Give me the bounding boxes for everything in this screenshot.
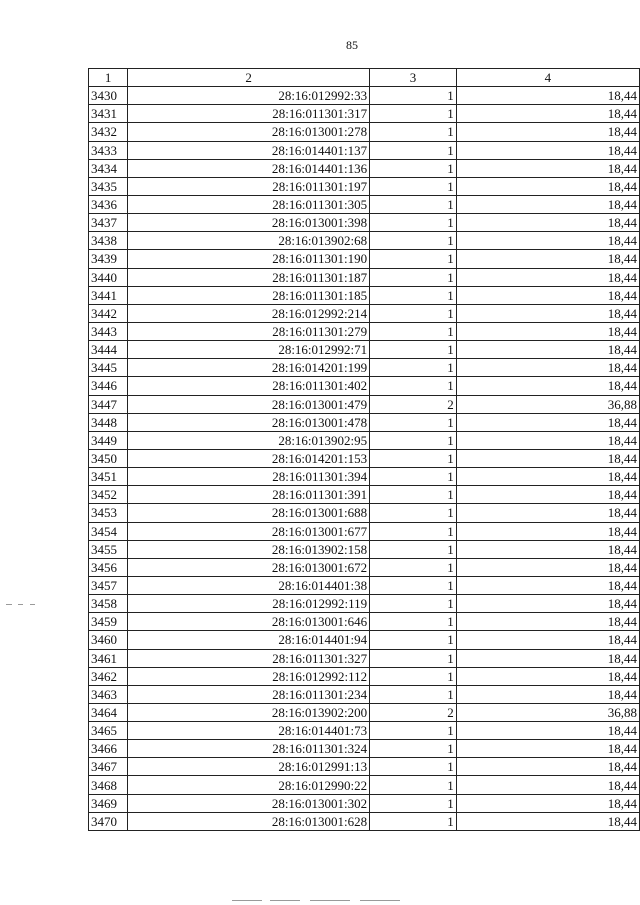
row-number-cell: 3445	[89, 359, 128, 377]
cadastral-number-cell: 28:16:011301:305	[128, 195, 370, 213]
table-row	[89, 359, 640, 377]
amount-cell: 18,44	[456, 595, 639, 613]
cadastral-number-cell: 28:16:011301:394	[128, 468, 370, 486]
quantity-cell: 1	[370, 159, 457, 177]
registry-table	[88, 68, 640, 831]
quantity-cell: 1	[370, 123, 457, 141]
table-row	[89, 468, 640, 486]
row-number-cell: 3451	[89, 468, 128, 486]
row-number-cell: 3444	[89, 341, 128, 359]
quantity-cell: 1	[370, 105, 457, 123]
cadastral-number-cell: 28:16:011301:197	[128, 177, 370, 195]
table-body	[89, 87, 640, 831]
cadastral-number-cell: 28:16:013902:95	[128, 431, 370, 449]
quantity-cell: 1	[370, 87, 457, 105]
quantity-cell: 1	[370, 377, 457, 395]
row-number-cell: 3465	[89, 722, 128, 740]
cadastral-number-cell: 28:16:013001:628	[128, 812, 370, 830]
cadastral-number-cell: 28:16:014401:38	[128, 576, 370, 594]
row-number-cell: 3457	[89, 576, 128, 594]
quantity-cell: 1	[370, 595, 457, 613]
row-number-cell: 3466	[89, 740, 128, 758]
table-row	[89, 141, 640, 159]
amount-cell: 18,44	[456, 776, 639, 794]
amount-cell: 18,44	[456, 758, 639, 776]
row-number-cell: 3454	[89, 522, 128, 540]
scan-artifact	[30, 604, 35, 605]
row-number-cell: 3464	[89, 703, 128, 721]
amount-cell: 18,44	[456, 631, 639, 649]
table-row	[89, 794, 640, 812]
row-number-cell: 3469	[89, 794, 128, 812]
table-row	[89, 486, 640, 504]
quantity-cell: 1	[370, 341, 457, 359]
cadastral-number-cell: 28:16:013001:398	[128, 214, 370, 232]
quantity-cell: 1	[370, 195, 457, 213]
table-row	[89, 667, 640, 685]
row-number-cell: 3455	[89, 540, 128, 558]
amount-cell: 18,44	[456, 341, 639, 359]
cadastral-number-cell: 28:16:012992:119	[128, 595, 370, 613]
amount-cell: 18,44	[456, 576, 639, 594]
cadastral-number-cell: 28:16:013001:646	[128, 613, 370, 631]
row-number-cell: 3449	[89, 431, 128, 449]
row-number-cell: 3468	[89, 776, 128, 794]
row-number-cell: 3462	[89, 667, 128, 685]
cadastral-number-cell: 28:16:013902:68	[128, 232, 370, 250]
quantity-cell: 1	[370, 504, 457, 522]
table-row	[89, 159, 640, 177]
cadastral-number-cell: 28:16:011301:185	[128, 286, 370, 304]
table-row	[89, 685, 640, 703]
row-number-cell: 3460	[89, 631, 128, 649]
table-row	[89, 286, 640, 304]
row-number-cell: 3439	[89, 250, 128, 268]
table-row	[89, 413, 640, 431]
amount-cell: 18,44	[456, 649, 639, 667]
amount-cell: 18,44	[456, 449, 639, 467]
cadastral-number-cell: 28:16:011301:279	[128, 322, 370, 340]
cadastral-number-cell: 28:16:014201:153	[128, 449, 370, 467]
quantity-cell: 1	[370, 685, 457, 703]
table-row	[89, 758, 640, 776]
amount-cell: 18,44	[456, 794, 639, 812]
table-row	[89, 341, 640, 359]
page-number: 85	[346, 38, 358, 52]
table-row	[89, 431, 640, 449]
cadastral-number-cell: 28:16:012992:214	[128, 304, 370, 322]
table-row	[89, 177, 640, 195]
row-number-cell: 3448	[89, 413, 128, 431]
quantity-cell: 1	[370, 322, 457, 340]
scan-artifact	[232, 900, 262, 901]
amount-cell: 18,44	[456, 740, 639, 758]
table-row	[89, 576, 640, 594]
quantity-cell: 1	[370, 558, 457, 576]
scan-artifact	[18, 604, 23, 605]
cadastral-number-cell: 28:16:012992:33	[128, 87, 370, 105]
quantity-cell: 2	[370, 395, 457, 413]
row-number-cell: 3467	[89, 758, 128, 776]
row-number-cell: 3456	[89, 558, 128, 576]
row-number-cell: 3440	[89, 268, 128, 286]
amount-cell: 18,44	[456, 87, 639, 105]
table-row	[89, 812, 640, 830]
quantity-cell: 1	[370, 431, 457, 449]
row-number-cell: 3436	[89, 195, 128, 213]
cadastral-number-cell: 28:16:011301:327	[128, 649, 370, 667]
amount-cell: 36,88	[456, 703, 639, 721]
table-row	[89, 522, 640, 540]
cadastral-number-cell: 28:16:012991:13	[128, 758, 370, 776]
amount-cell: 18,44	[456, 286, 639, 304]
row-number-cell: 3442	[89, 304, 128, 322]
amount-cell: 18,44	[456, 105, 639, 123]
amount-cell: 18,44	[456, 214, 639, 232]
cadastral-number-cell: 28:16:014401:73	[128, 722, 370, 740]
column-header-4: 4	[456, 69, 639, 87]
table-row	[89, 631, 640, 649]
amount-cell: 18,44	[456, 722, 639, 740]
amount-cell: 18,44	[456, 613, 639, 631]
quantity-cell: 1	[370, 613, 457, 631]
cadastral-number-cell: 28:16:014401:94	[128, 631, 370, 649]
cadastral-number-cell: 28:16:012992:112	[128, 667, 370, 685]
amount-cell: 18,44	[456, 431, 639, 449]
cadastral-number-cell: 28:16:011301:317	[128, 105, 370, 123]
amount-cell: 18,44	[456, 195, 639, 213]
amount-cell: 18,44	[456, 268, 639, 286]
row-number-cell: 3446	[89, 377, 128, 395]
amount-cell: 18,44	[456, 486, 639, 504]
quantity-cell: 1	[370, 486, 457, 504]
cadastral-number-cell: 28:16:013001:278	[128, 123, 370, 141]
row-number-cell: 3452	[89, 486, 128, 504]
amount-cell: 18,44	[456, 413, 639, 431]
table-row	[89, 195, 640, 213]
cadastral-number-cell: 28:16:013902:158	[128, 540, 370, 558]
scan-artifact	[310, 900, 350, 901]
table-row	[89, 123, 640, 141]
quantity-cell: 1	[370, 576, 457, 594]
quantity-cell: 1	[370, 177, 457, 195]
amount-cell: 18,44	[456, 377, 639, 395]
row-number-cell: 3441	[89, 286, 128, 304]
table-row	[89, 722, 640, 740]
amount-cell: 36,88	[456, 395, 639, 413]
amount-cell: 18,44	[456, 540, 639, 558]
table-row	[89, 322, 640, 340]
row-number-cell: 3461	[89, 649, 128, 667]
row-number-cell: 3433	[89, 141, 128, 159]
amount-cell: 18,44	[456, 141, 639, 159]
row-number-cell: 3431	[89, 105, 128, 123]
amount-cell: 18,44	[456, 468, 639, 486]
quantity-cell: 1	[370, 268, 457, 286]
quantity-cell: 1	[370, 740, 457, 758]
table-row	[89, 232, 640, 250]
amount-cell: 18,44	[456, 159, 639, 177]
row-number-cell: 3430	[89, 87, 128, 105]
table-row	[89, 504, 640, 522]
amount-cell: 18,44	[456, 322, 639, 340]
quantity-cell: 1	[370, 141, 457, 159]
table-row	[89, 105, 640, 123]
cadastral-number-cell: 28:16:011301:402	[128, 377, 370, 395]
row-number-cell: 3447	[89, 395, 128, 413]
quantity-cell: 1	[370, 304, 457, 322]
row-number-cell: 3450	[89, 449, 128, 467]
table-row	[89, 214, 640, 232]
amount-cell: 18,44	[456, 359, 639, 377]
table-row	[89, 740, 640, 758]
table-row	[89, 304, 640, 322]
quantity-cell: 1	[370, 540, 457, 558]
table-row	[89, 395, 640, 413]
cadastral-number-cell: 28:16:011301:324	[128, 740, 370, 758]
cadastral-number-cell: 28:16:013001:672	[128, 558, 370, 576]
amount-cell: 18,44	[456, 232, 639, 250]
cadastral-number-cell: 28:16:014401:137	[128, 141, 370, 159]
cadastral-number-cell: 28:16:012990:22	[128, 776, 370, 794]
quantity-cell: 1	[370, 758, 457, 776]
row-number-cell: 3437	[89, 214, 128, 232]
cadastral-number-cell: 28:16:013001:677	[128, 522, 370, 540]
scan-artifact	[6, 604, 12, 605]
table-row	[89, 377, 640, 395]
table-row	[89, 613, 640, 631]
quantity-cell: 1	[370, 722, 457, 740]
amount-cell: 18,44	[456, 304, 639, 322]
amount-cell: 18,44	[456, 522, 639, 540]
quantity-cell: 1	[370, 250, 457, 268]
row-number-cell: 3453	[89, 504, 128, 522]
cadastral-number-cell: 28:16:011301:187	[128, 268, 370, 286]
table-row	[89, 449, 640, 467]
cadastral-number-cell: 28:16:013001:688	[128, 504, 370, 522]
table-row	[89, 87, 640, 105]
cadastral-number-cell: 28:16:014401:136	[128, 159, 370, 177]
cadastral-number-cell: 28:16:011301:234	[128, 685, 370, 703]
cadastral-number-cell: 28:16:014201:199	[128, 359, 370, 377]
table-row	[89, 776, 640, 794]
row-number-cell: 3443	[89, 322, 128, 340]
cadastral-number-cell: 28:16:013001:302	[128, 794, 370, 812]
cadastral-number-cell: 28:16:013902:200	[128, 703, 370, 721]
column-header-3: 3	[370, 69, 457, 87]
column-header-2: 2	[128, 69, 370, 87]
amount-cell: 18,44	[456, 177, 639, 195]
scan-artifact	[270, 900, 300, 901]
row-number-cell: 3459	[89, 613, 128, 631]
quantity-cell: 1	[370, 413, 457, 431]
cadastral-number-cell: 28:16:013001:479	[128, 395, 370, 413]
cadastral-number-cell: 28:16:012992:71	[128, 341, 370, 359]
row-number-cell: 3435	[89, 177, 128, 195]
column-header-1: 1	[89, 69, 128, 87]
table-row	[89, 250, 640, 268]
quantity-cell: 1	[370, 794, 457, 812]
quantity-cell: 1	[370, 214, 457, 232]
table-header-row	[89, 69, 640, 87]
quantity-cell: 1	[370, 468, 457, 486]
table-row	[89, 703, 640, 721]
cadastral-number-cell: 28:16:013001:478	[128, 413, 370, 431]
cadastral-number-cell: 28:16:011301:391	[128, 486, 370, 504]
cadastral-number-cell: 28:16:011301:190	[128, 250, 370, 268]
table-row	[89, 649, 640, 667]
quantity-cell: 1	[370, 631, 457, 649]
scan-artifact	[360, 900, 400, 901]
amount-cell: 18,44	[456, 812, 639, 830]
row-number-cell: 3432	[89, 123, 128, 141]
quantity-cell: 1	[370, 812, 457, 830]
row-number-cell: 3438	[89, 232, 128, 250]
quantity-cell: 1	[370, 359, 457, 377]
amount-cell: 18,44	[456, 123, 639, 141]
quantity-cell: 1	[370, 449, 457, 467]
quantity-cell: 1	[370, 522, 457, 540]
table-row	[89, 558, 640, 576]
quantity-cell: 2	[370, 703, 457, 721]
table-row	[89, 595, 640, 613]
table-row	[89, 268, 640, 286]
quantity-cell: 1	[370, 286, 457, 304]
amount-cell: 18,44	[456, 667, 639, 685]
quantity-cell: 1	[370, 667, 457, 685]
row-number-cell: 3463	[89, 685, 128, 703]
amount-cell: 18,44	[456, 250, 639, 268]
amount-cell: 18,44	[456, 685, 639, 703]
amount-cell: 18,44	[456, 504, 639, 522]
row-number-cell: 3434	[89, 159, 128, 177]
quantity-cell: 1	[370, 232, 457, 250]
table-row	[89, 540, 640, 558]
quantity-cell: 1	[370, 649, 457, 667]
row-number-cell: 3470	[89, 812, 128, 830]
quantity-cell: 1	[370, 776, 457, 794]
amount-cell: 18,44	[456, 558, 639, 576]
row-number-cell: 3458	[89, 595, 128, 613]
